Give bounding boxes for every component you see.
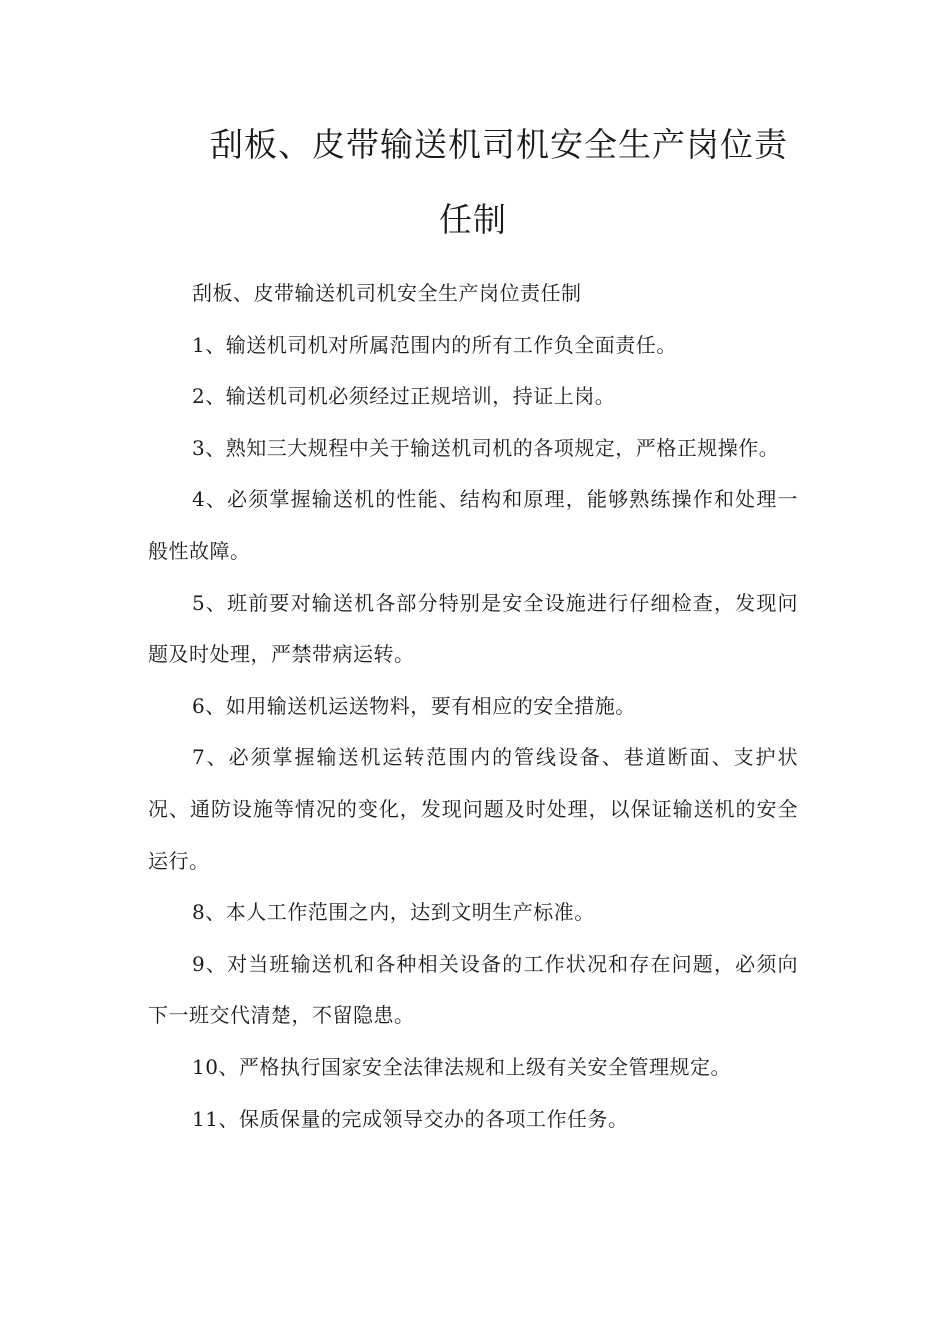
paragraph-subtitle: 刮板、皮带输送机司机安全生产岗位责任制 [192, 281, 582, 305]
paragraph-item-1: 1、输送机司机对所属范围内的所有工作负全面责任。 [192, 332, 677, 357]
document-body [148, 268, 798, 1145]
document-title-line-2: 任制 [439, 200, 507, 239]
paragraph-item-8: 8、本人工作范围之内，达到文明生产标准。 [192, 900, 595, 925]
paragraph-item-11: 11、保质保量的完成领导交办的各项工作任务。 [192, 1106, 629, 1131]
document-title-line-1: 刮板、皮带输送机司机安全生产岗位责 [210, 125, 788, 164]
paragraph-item-9: 9、对当班输送机和各种相关设备的工作状况和存在问题，必须向下一班交代清楚，不留隐患。 [148, 951, 798, 1028]
paragraph-item-5: 5、班前要对输送机各部分特别是安全设施进行仔细检查，发现问题及时处理，严禁带病运转。 [148, 590, 798, 667]
paragraph-item-2: 2、输送机司机必须经过正规培训，持证上岗。 [192, 384, 616, 409]
paragraph-item-4: 4、必须掌握输送机的性能、结构和原理，能够熟练操作和处理一般性故障。 [148, 487, 798, 563]
paragraph-item-6: 6、如用输送机运送物料，要有相应的安全措施。 [192, 693, 636, 718]
paragraph-item-10: 10、严格执行国家安全法律法规和上级有关安全管理规定。 [192, 1054, 731, 1079]
paragraph-item-3: 3、熟知三大规程中关于输送机司机的各项规定，严格正规操作。 [192, 435, 780, 460]
paragraph-item-7: 7、必须掌握输送机运转范围内的管线设备、巷道断面、支护状况、通防设施等情况的变化，发现问题及时处理，以保证输送机的安全运行。 [148, 745, 798, 873]
